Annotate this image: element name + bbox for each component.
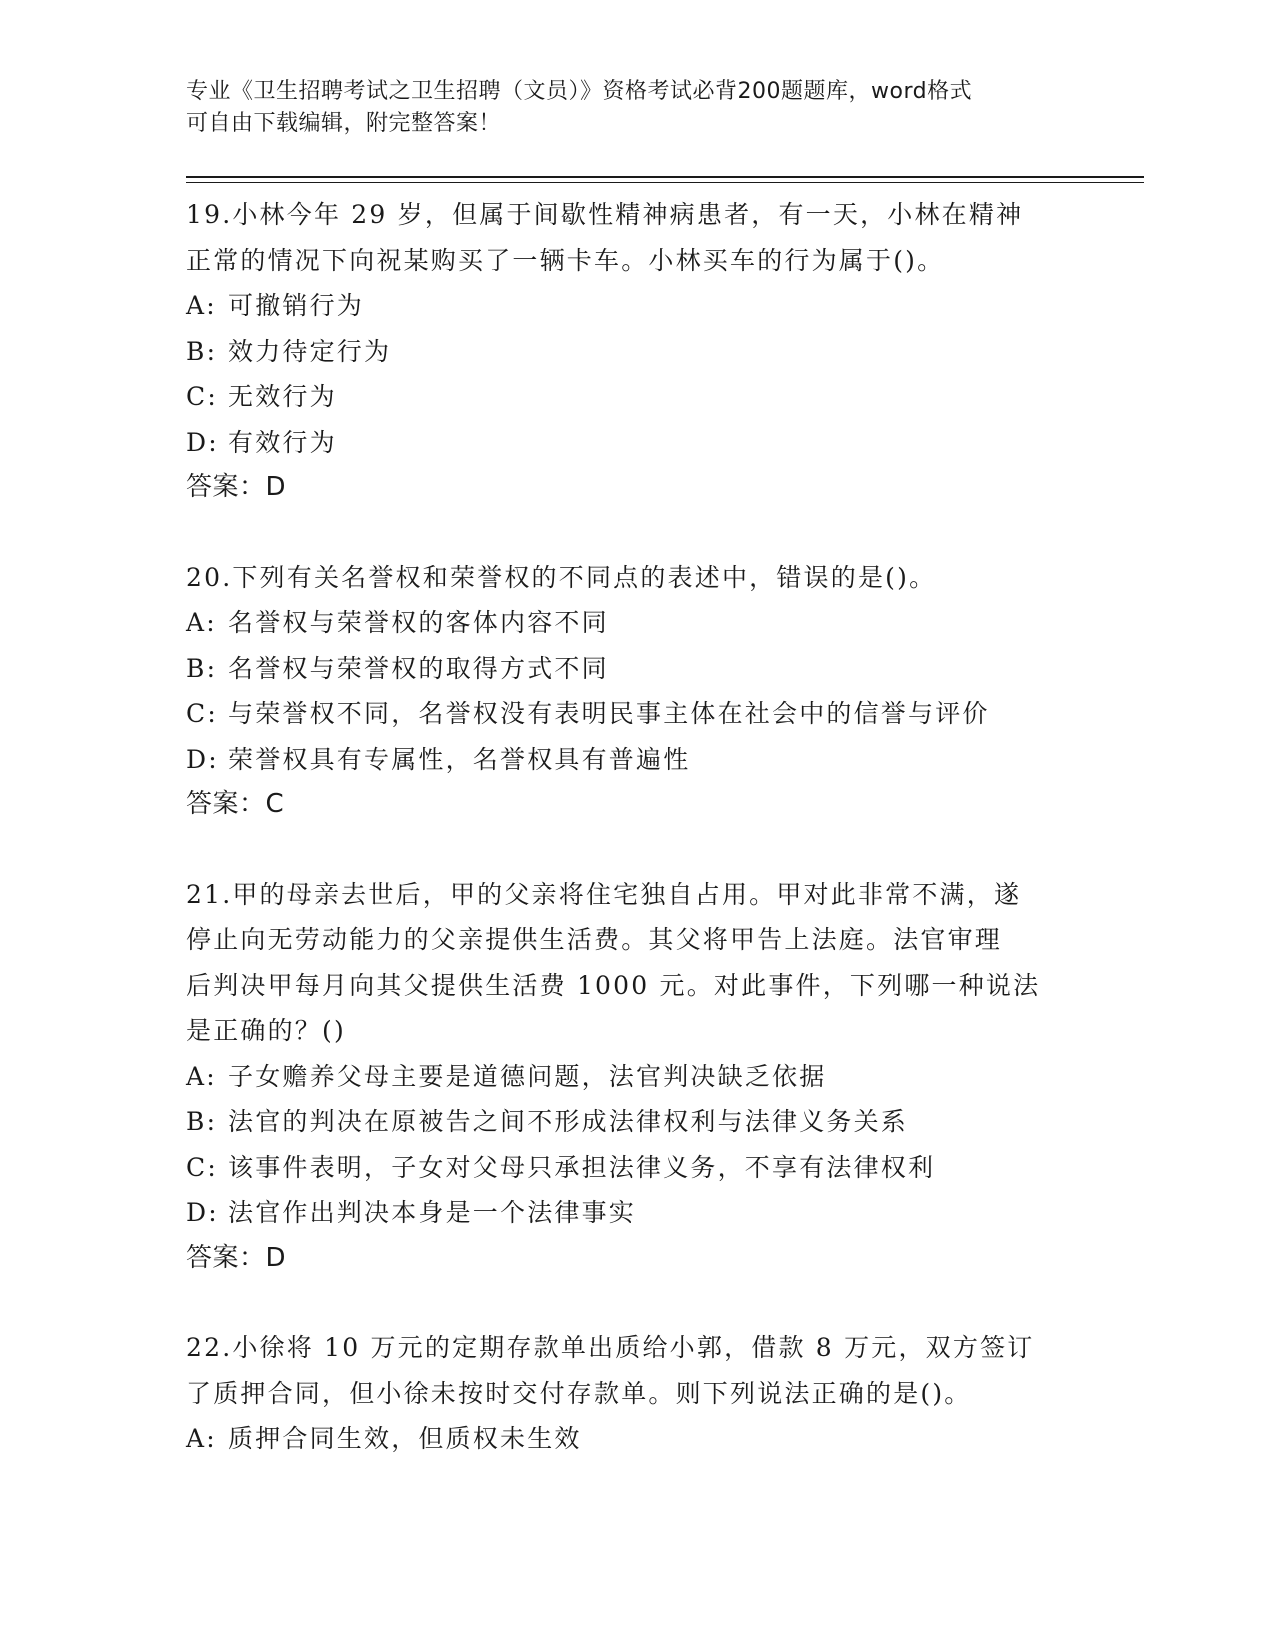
option-a: [186, 1416, 1086, 1462]
document-header: [186, 76, 1086, 140]
option-letter: A:: [186, 291, 217, 320]
question-stem-line: 后判决甲每月向其父提供生活费 1000 元。对此事件，下列哪一种说法: [186, 970, 1041, 1000]
option-a: [186, 600, 1086, 646]
option-letter: C:: [186, 1152, 218, 1182]
option-text: 该事件表明，子女对父母只承担法律义务，不享有法律权利: [228, 1152, 936, 1182]
answer-label: 答案：C: [186, 789, 285, 819]
option-text: 法官的判决在原被告之间不形成法律权利与法律义务关系: [228, 1107, 909, 1136]
question-stem-line: 19.小林今年 29 岁，但属于间歇性精神病患者，有一天，小林在精神: [186, 200, 1024, 229]
question-22: [186, 1325, 1086, 1462]
option-a: [186, 1054, 1086, 1100]
header-rule-thin: [186, 182, 1144, 183]
option-letter: B:: [186, 336, 218, 366]
option-letter: D:: [186, 1198, 219, 1227]
option-letter: C:: [186, 382, 218, 411]
question-stem-line: 21.甲的母亲去世后，甲的父亲将住宅独自占用。甲对此非常不满，遂: [186, 879, 1022, 909]
option-letter: A:: [186, 608, 217, 637]
option-b: [186, 329, 1086, 375]
option-a: [186, 283, 1086, 329]
option-text: 名誉权与荣誉权的取得方式不同: [228, 653, 609, 683]
option-text: 质押合同生效，但质权未生效: [228, 1424, 582, 1453]
option-letter: D:: [186, 427, 219, 457]
question-list: [186, 192, 1086, 1506]
option-text: 荣誉权具有专属性，名誉权具有普遍性: [228, 744, 691, 774]
option-letter: B:: [186, 653, 218, 683]
option-letter: B:: [186, 1107, 218, 1136]
question-stem-line: 了质押合同，但小徐未按时交付存款单。则下列说法正确的是()。: [186, 1378, 972, 1408]
option-c: [186, 374, 1086, 420]
option-text: 可撤销行为: [228, 291, 365, 320]
option-text: 名誉权与荣誉权的客体内容不同: [228, 608, 609, 637]
answer-label: 答案：D: [186, 472, 287, 502]
option-letter: A:: [186, 1424, 217, 1453]
option-d: [186, 1190, 1086, 1236]
option-text: 与荣誉权不同，名誉权没有表明民事主体在社会中的信誉与评价: [228, 699, 990, 728]
option-b: [186, 646, 1086, 692]
question-stem-line: 22.小徐将 10 万元的定期存款单出质给小郭，借款 8 万元，双方签订: [186, 1333, 1035, 1362]
question-20: [186, 555, 1086, 828]
header-line-1: 专业《卫生招聘考试之卫生招聘（文员）》资格考试必背200题题库，word格式: [186, 79, 973, 104]
option-text: 效力待定行为: [228, 336, 392, 366]
option-c: [186, 691, 1086, 737]
question-stem-line: 正常的情况下向祝某购买了一辆卡车。小林买车的行为属于()。: [186, 245, 945, 275]
question-19: [186, 192, 1086, 511]
option-text: 无效行为: [228, 382, 337, 411]
answer-label: 答案：D: [186, 1242, 287, 1273]
option-text: 法官作出判决本身是一个法律事实: [228, 1198, 637, 1227]
question-stem-line: 是正确的？(): [186, 1016, 346, 1045]
option-d: [186, 737, 1086, 783]
option-d: [186, 420, 1086, 466]
option-text: 子女赡养父母主要是道德问题，法官判决缺乏依据: [228, 1061, 827, 1091]
option-letter: C:: [186, 699, 218, 728]
question-stem-line: 停止向无劳动能力的父亲提供生活费。其父将甲告上法庭。法官审理: [186, 925, 1003, 954]
option-c: [186, 1145, 1086, 1191]
question-21: [186, 872, 1086, 1282]
option-b: [186, 1099, 1086, 1145]
option-letter: D:: [186, 744, 219, 774]
option-text: 有效行为: [228, 427, 337, 457]
option-letter: A:: [186, 1061, 217, 1091]
header-line-2: 可自由下载编辑，附完整答案！: [186, 111, 502, 136]
header-rule-thick: [186, 176, 1144, 178]
question-stem-line: 20.下列有关名誉权和荣誉权的不同点的表述中，错误的是()。: [186, 562, 937, 592]
